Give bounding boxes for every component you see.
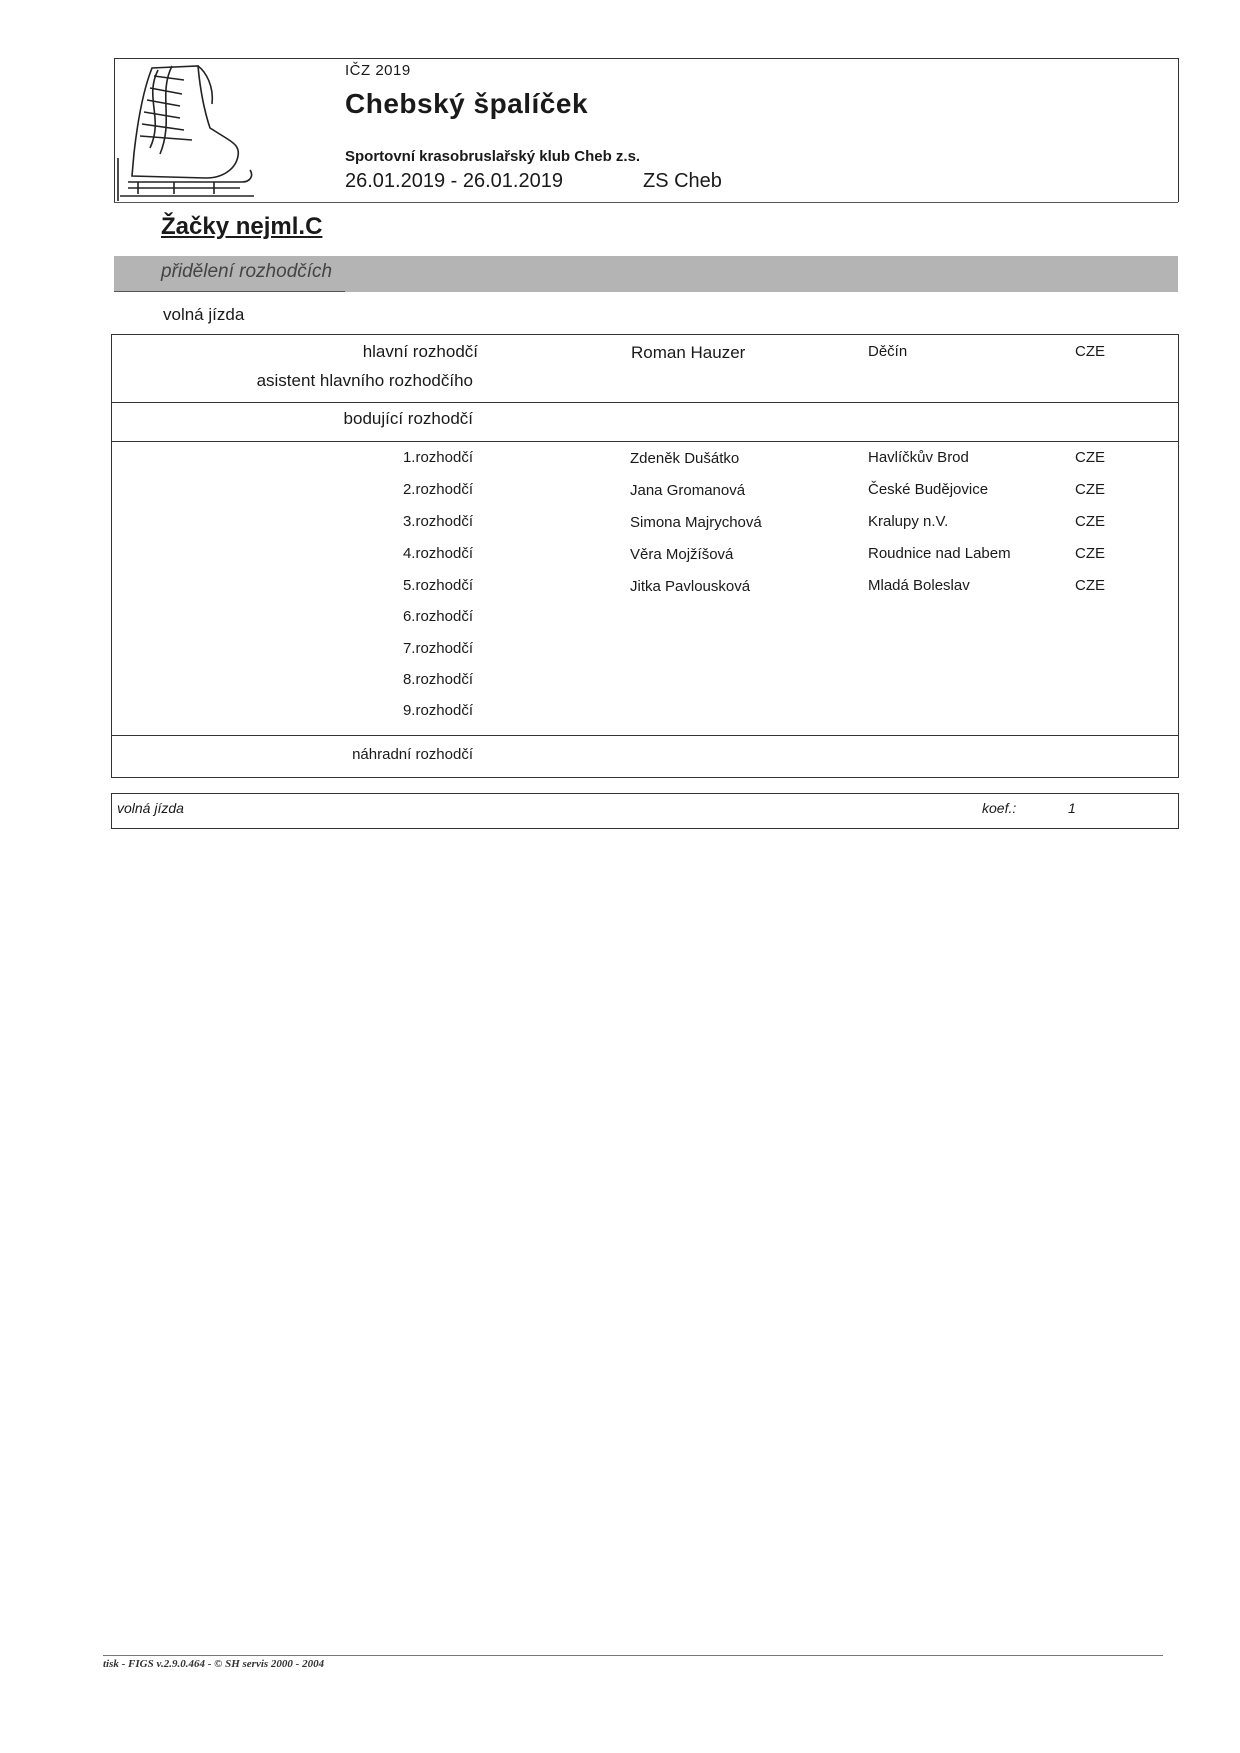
referee-club: Děčín [868, 343, 908, 360]
judge-nation: CZE [1075, 513, 1105, 530]
judge-club: České Budějovice [868, 481, 989, 498]
coefficient-label: koef.: [982, 800, 1017, 816]
referee-role: hlavní rozhodčí [362, 342, 478, 361]
coefficient-value: 1 [1068, 800, 1076, 816]
table-divider [112, 441, 1178, 442]
judge-label: 8.rozhodčí [402, 671, 473, 688]
judge-label: 1.rozhodčí [402, 449, 473, 466]
judge-label: 9.rozhodčí [402, 702, 473, 719]
judges-table [111, 334, 1179, 778]
assistant-referee-role: asistent hlavního rozhodčího [256, 371, 473, 390]
substitute-heading: náhradní rozhodčí [352, 746, 473, 763]
judge-label: 3.rozhodčí [402, 513, 473, 530]
judge-nation: CZE [1075, 449, 1105, 466]
table-divider [112, 402, 1178, 403]
header-divider [114, 202, 1178, 203]
ice-skate-icon [114, 58, 262, 201]
judge-name: Simona Majrychová [630, 514, 762, 531]
judge-name: Jitka Pavlousková [630, 578, 751, 595]
judge-name: Věra Mojžíšová [630, 546, 734, 563]
judge-club: Kralupy n.V. [868, 513, 949, 530]
date-range: 26.01.2019 - 26.01.2019 [345, 170, 563, 192]
venue: ZS Cheb [643, 170, 722, 192]
judge-name: Zdeněk Dušátko [630, 450, 740, 467]
segment-box [111, 793, 1179, 829]
section-label: přidělení rozhodčích [161, 261, 333, 282]
event-title: Chebský špalíček [345, 88, 589, 119]
judge-label: 6.rozhodčí [402, 608, 473, 625]
judge-label: 4.rozhodčí [402, 545, 473, 562]
judge-label: 7.rozhodčí [402, 640, 473, 657]
competition-code: IČZ 2019 [345, 62, 411, 79]
footer-divider [103, 1655, 1163, 1656]
judge-nation: CZE [1075, 481, 1105, 498]
segment-box-label: volná jízda [117, 800, 184, 816]
segment-label: volná jízda [163, 305, 245, 324]
judge-club: Mladá Boleslav [868, 577, 970, 594]
judge-name: Jana Gromanová [630, 482, 746, 499]
judge-nation: CZE [1075, 545, 1105, 562]
judge-club: Roudnice nad Labem [868, 545, 1011, 562]
referee-nation: CZE [1075, 343, 1105, 360]
judge-club: Havlíčkův Brod [868, 449, 969, 466]
judge-label: 2.rozhodčí [402, 481, 473, 498]
judge-label: 5.rozhodčí [402, 577, 473, 594]
judges-heading: bodující rozhodčí [343, 409, 473, 428]
footer-text: tisk - FIGS v.2.9.0.464 - © SH servis 2000 - 2004 [103, 1658, 325, 1670]
section-underline [114, 291, 345, 292]
organizer-name: Sportovní krasobruslařský klub Cheb z.s. [345, 148, 641, 165]
referee-name: Roman Hauzer [631, 343, 746, 362]
table-divider [112, 735, 1178, 736]
category-title: Žačky nejml.C [161, 213, 323, 240]
judge-nation: CZE [1075, 577, 1105, 594]
